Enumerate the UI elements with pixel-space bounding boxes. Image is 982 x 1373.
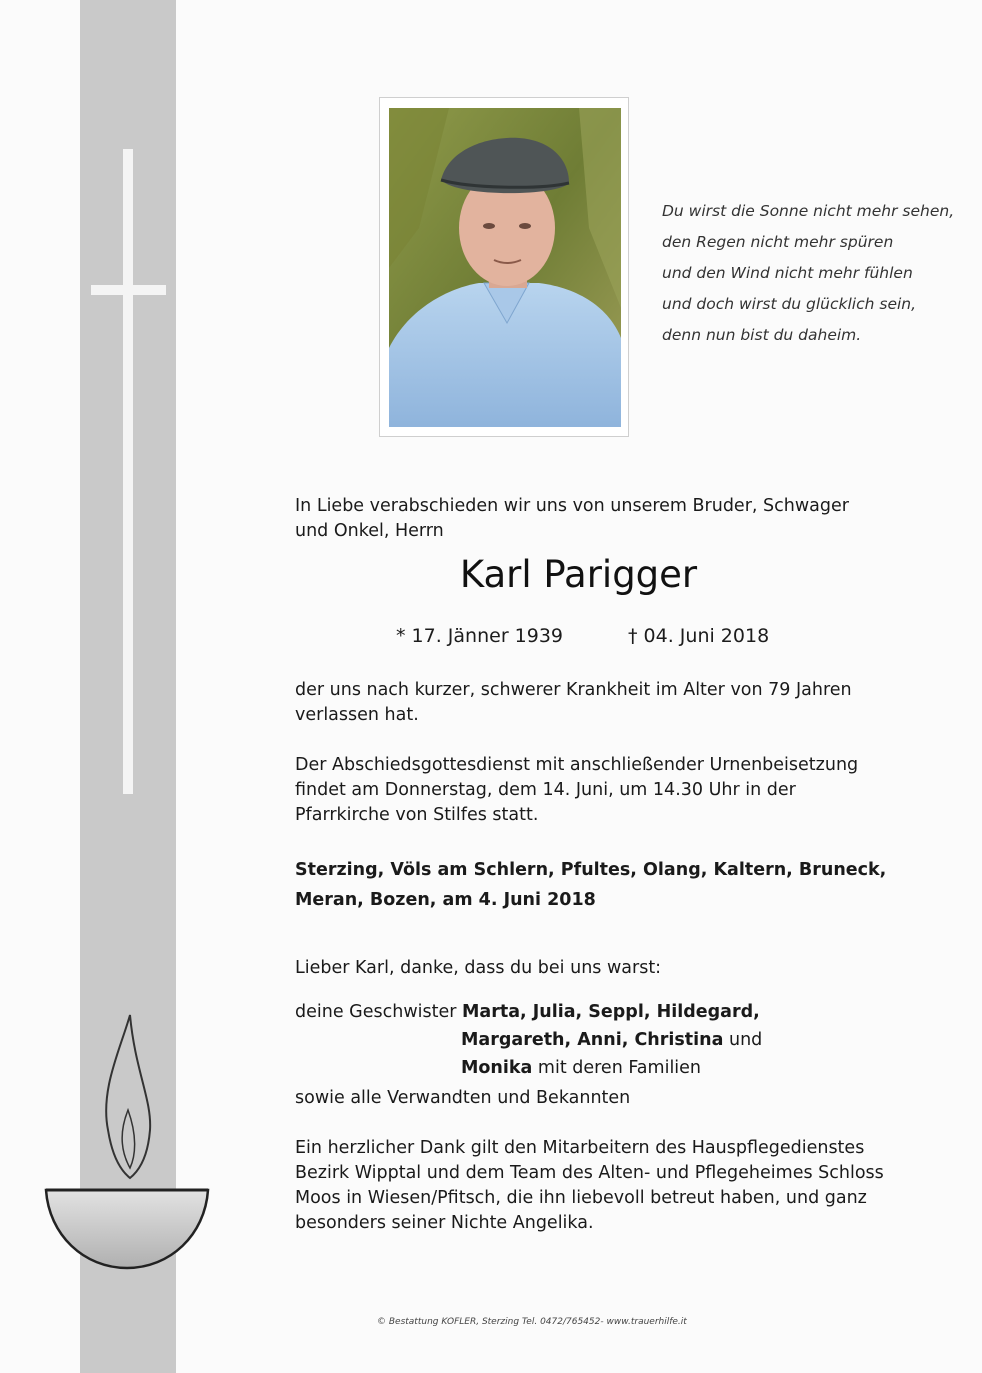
places-line: Sterzing, Völs am Schlern, Pfultes, Olang, Kaltern, Bruneck, bbox=[295, 860, 887, 880]
deceased-name: Karl Parigger bbox=[459, 553, 698, 596]
paragraph-illness bbox=[295, 678, 895, 728]
intro-line: In Liebe verabschieden wir uns von unserem Bruder, Schwager bbox=[295, 496, 849, 516]
siblings-row bbox=[295, 1026, 895, 1054]
siblings-row bbox=[295, 998, 895, 1026]
paragraph-line: besonders seiner Nichte Angelika. bbox=[295, 1213, 594, 1233]
portrait-frame bbox=[379, 97, 629, 437]
candle-icon bbox=[40, 1010, 220, 1280]
portrait-photo bbox=[389, 108, 621, 427]
intro-text bbox=[295, 494, 895, 544]
siblings-connector: und bbox=[723, 1030, 763, 1050]
poem-line: denn nun bist du daheim. bbox=[662, 326, 862, 344]
paragraph-line: der uns nach kurzer, schwerer Krankheit im Alter von 79 Jahren bbox=[295, 680, 852, 700]
siblings-row bbox=[295, 1054, 895, 1082]
sibling-names: Margareth, Anni, Christina bbox=[461, 1030, 724, 1050]
places-date bbox=[295, 855, 895, 915]
poem-line: den Regen nicht mehr spüren bbox=[662, 233, 894, 251]
places-line: Meran, Bozen, am 4. Juni 2018 bbox=[295, 890, 596, 910]
poem bbox=[662, 196, 962, 351]
siblings-suffix: mit deren Familien bbox=[532, 1058, 702, 1078]
footer-credit: © Bestattung KOFLER, Sterzing Tel. 0472/765452- www.trauerhilfe.it bbox=[377, 1317, 687, 1327]
death-date: † 04. Juni 2018 bbox=[628, 625, 770, 647]
thanks-line: Lieber Karl, danke, dass du bei uns warst: bbox=[295, 958, 662, 978]
poem-line: und den Wind nicht mehr fühlen bbox=[662, 264, 913, 282]
birth-date: * 17. Jänner 1939 bbox=[396, 625, 564, 647]
thanks-paragraph bbox=[295, 1136, 905, 1236]
paragraph-line: Moos in Wiesen/Pfitsch, die ihn liebevoll betreut haben, und ganz bbox=[295, 1188, 867, 1208]
paragraph-service bbox=[295, 753, 895, 828]
relatives-line: sowie alle Verwandten und Bekannten bbox=[295, 1088, 631, 1108]
siblings-prefix: deine Geschwister bbox=[295, 1002, 457, 1022]
sibling-names: Monika bbox=[461, 1058, 533, 1078]
paragraph-line: Bezirk Wipptal und dem Team des Alten- und Pflegeheimes Schloss bbox=[295, 1163, 884, 1183]
paragraph-line: Pfarrkirche von Stilfes statt. bbox=[295, 805, 539, 825]
poem-line: Du wirst die Sonne nicht mehr sehen, bbox=[662, 202, 955, 220]
sibling-names: Marta, Julia, Seppl, Hildegard, bbox=[462, 1002, 760, 1022]
paragraph-line: verlassen hat. bbox=[295, 705, 419, 725]
paragraph-line: findet am Donnerstag, dem 14. Juni, um 14.30 Uhr in der bbox=[295, 780, 796, 800]
paragraph-line: Ein herzlicher Dank gilt den Mitarbeitern des Hauspflegedienstes bbox=[295, 1138, 865, 1158]
paragraph-line: Der Abschiedsgottesdienst mit anschließender Urnenbeisetzung bbox=[295, 755, 859, 775]
intro-line: und Onkel, Herrn bbox=[295, 521, 444, 541]
siblings-list bbox=[295, 998, 895, 1082]
poem-line: und doch wirst du glücklich sein, bbox=[662, 295, 917, 313]
